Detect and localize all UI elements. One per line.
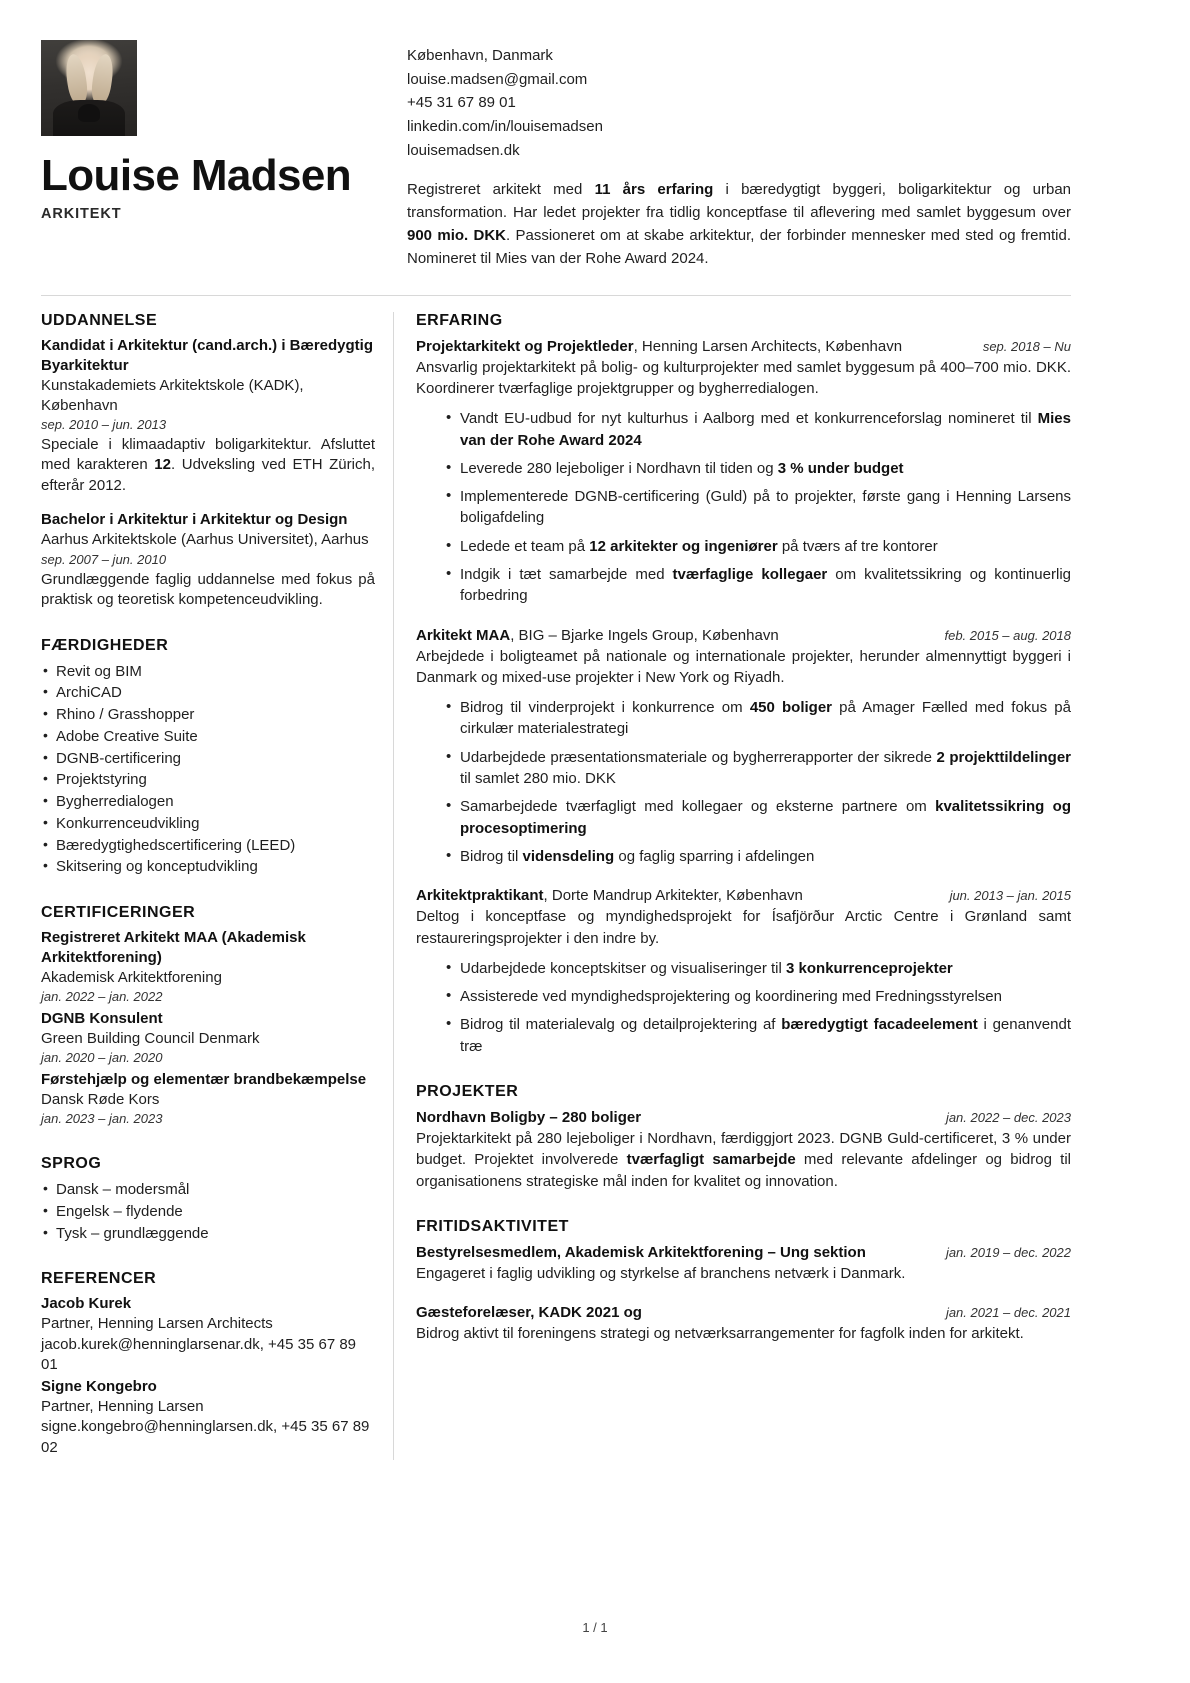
languages-list [41,1179,375,1244]
list-item: • Konkurrenceudvikling [41,813,375,835]
experience-date: sep. 2018 – Nu [982,338,1071,354]
list-item: • Tysk – grundlæggende [41,1223,375,1245]
bullet-item: • Udarbejdede præsentationsmateriale og bygherrerapporter der sikrede 2 projekttildelinger til samlet 280 mio. DKK [446,747,1071,790]
activity-item [416,1242,1071,1284]
bullet-item: • Implementerede DGNB-certificering (Guld) på to projekter, første gang i Henning Larsens boligafdeling [446,486,1071,529]
activity-title: Bestyrelsesmedlem, Akademisk Arkitektforening – Ung sektion [416,1243,866,1261]
certification-item [41,1009,375,1068]
page-footer: 1 / 1 [582,1620,608,1635]
list-item: • Skitsering og konceptudvikling [41,856,375,878]
list-item: • ArchiCAD [41,682,375,704]
bullet-item: • Bidrog til materialevalg og detailprojektering af bæredygtigt facadeelement i genanvendt træ [446,1014,1071,1057]
spacer [41,498,375,510]
photo-hair-right [90,53,116,105]
education-title: Bachelor i Arkitektur i Arkitektur og Design [41,511,348,529]
bullet-item: • Bidrog til vidensdeling og faglig sparring i afdelingen [446,846,1071,867]
list-item: • Projektstyring [41,769,375,791]
experience-bullets [416,408,1071,606]
list-item: • Adobe Creative Suite [41,726,375,748]
certification-date: jan. 2023 – jan. 2023 [41,1111,163,1127]
list-item: • Bæredygtighedscertificering (LEED) [41,835,375,857]
experience-description: Deltog i konceptfase og myndighedsprojekt for Ísafjörður Arctic Centre i Grønland samt restaureringsprojekter i den indre by. [416,908,1071,947]
contact-location: København, Danmark [407,47,553,64]
section-heading-experience: ERFARING [416,311,503,329]
bullet-item: • Leverede 280 lejeboliger i Nordhavn til tiden og 3 % under budget [446,458,1071,479]
reference-position: Partner, Henning Larsen Architects [41,1315,273,1333]
section-heading-skills: FÆRDIGHEDER [41,636,169,654]
section-heading-activities: FRITIDSAKTIVITET [416,1217,569,1235]
photo-collar [78,104,100,122]
activity-header-row [416,1302,1071,1323]
header-contact-block [393,40,1071,271]
contact-email[interactable]: louise.madsen@gmail.com [407,70,588,88]
experience-item [416,885,1071,1057]
activity-date: jan. 2021 – dec. 2021 [945,1305,1071,1321]
activity-date: jan. 2019 – dec. 2022 [945,1244,1071,1260]
list-item: • Bygherredialogen [41,791,375,813]
section-heading-references: REFERENCER [41,1270,157,1288]
cv-header [41,40,1071,271]
contact-linkedin[interactable]: linkedin.com/in/louisemadsen [407,118,603,136]
certification-date: jan. 2022 – jan. 2022 [41,989,163,1005]
list-item: • Rhino / Grasshopper [41,704,375,726]
education-title: Kandidat i Arkitektur (cand.arch.) i Bæredygtig Byarkitektur [41,336,373,374]
certification-item [41,928,375,1007]
experience-title: Arkitektpraktikant, Dorte Mandrup Arkitekter, København [416,887,803,905]
experience-header-row [416,885,1071,906]
experience-date: jun. 2013 – jan. 2015 [949,888,1071,904]
activity-title: Gæsteforelæser, KADK 2021 og [416,1304,642,1322]
skills-list [41,661,375,879]
candidate-role: ARKITEKT [41,205,122,222]
education-date: sep. 2007 – jun. 2010 [41,551,167,567]
activity-header-row [416,1242,1071,1263]
project-title: Nordhavn Boligby – 280 boliger [416,1109,642,1127]
list-item: • Dansk – modersmål [41,1179,375,1201]
education-description: Grundlæggende faglig uddannelse med fokus på praktisk og teoretisk kompetenceudvikling. [41,570,375,609]
reference-item [41,1377,375,1458]
bullet-item: • Samarbejdede tværfagligt med kollegaer og eksterne partnere om kvalitetssikring og procesoptimering [446,796,1071,839]
certification-title: Registreret Arkitekt MAA (Akademisk Arkitektforening) [41,929,306,967]
project-date: jan. 2022 – dec. 2023 [945,1110,1071,1126]
bullet-item: • Vandt EU-udbud for nyt kulturhus i Aalborg med et konkurrenceforslag nomineret til Mies van der Rohe Award 2024 [446,408,1071,451]
bullet-item: • Ledede et team på 12 arkitekter og ingeniører på tværs af tre kontorer [446,536,1071,557]
bullet-item: • Indgik i tæt samarbejde med tværfaglige kollegaer om kvalitetssikring og kontinuerlig forbedring [446,564,1071,607]
cv-body [41,312,1071,1460]
experience-header-row [416,336,1071,357]
activity-description: Bidrog aktivt til foreningens strategi og netværksarrangementer for fagfolk inden for arkitekt. [416,1325,1024,1343]
bullet-item: • Udarbejdede konceptskitser og visualiseringer til 3 konkurrenceprojekter [446,958,1071,979]
contact-list [407,44,1071,162]
experience-title: Projektarkitekt og Projektleder, Henning Larsen Architects, København [416,337,903,355]
activity-description: Engageret i faglig udvikling og styrkelse af branchens netværk i Danmark. [416,1264,906,1282]
certification-title: DGNB Konsulent [41,1010,163,1028]
project-description: Projektarkitekt på 280 lejeboliger i Nordhavn, færdiggjort 2023. DGNB Guld-certificeret, 3 % under budget. Projektet involverede tværfagligt samarbejde med relevante afdelinger og bidrog til organisationens strategiske mål inden for kvalitet og innovation. [416,1130,1071,1190]
project-item [416,1107,1071,1192]
project-header-row [416,1107,1071,1128]
contact-website[interactable]: louisemadsen.dk [407,141,520,159]
list-item: • Engelsk – flydende [41,1201,375,1223]
experience-item [416,625,1071,868]
experience-bullets [416,958,1071,1057]
education-item [41,510,375,610]
bullet-item: • Bidrog til vinderprojekt i konkurrence om 450 boliger på Amager Fælled med fokus på cirkulær materialestrategi [446,697,1071,740]
certification-title: Førstehjælp og elementær brandbekæmpelse [41,1071,367,1089]
profile-photo [41,40,137,136]
reference-contact: jacob.kurek@henninglarsenar.dk, +45 35 67 89 01 [41,1335,357,1373]
certification-issuer: Dansk Røde Kors [41,1091,160,1109]
experience-bullets [416,697,1071,867]
contact-phone: +45 31 67 89 01 [407,94,516,112]
education-school: Aarhus Arkitektskole (Aarhus Universitet), Aarhus [41,531,369,549]
candidate-name: Louise Madsen [41,151,352,200]
certification-item [41,1070,375,1129]
education-school: Kunstakademiets Arkitektskole (KADK), København [41,376,304,414]
experience-title: Arkitekt MAA, BIG – Bjarke Ingels Group, København [416,626,779,644]
section-heading-projects: PROJEKTER [416,1083,519,1101]
experience-item [416,336,1071,607]
certification-issuer: Green Building Council Denmark [41,1030,260,1048]
list-item: • DGNB-certificering [41,748,375,770]
experience-header-row [416,625,1071,646]
experience-description: Arbejdede i boligteamet på nationale og internationale projekter, herunder almennyttigt byggeri i Danmark og mixed-use projekter i New York og Riyadh. [416,647,1071,686]
activity-item [416,1302,1071,1344]
education-date: sep. 2010 – jun. 2013 [41,417,167,432]
reference-position: Partner, Henning Larsen [41,1398,204,1416]
certification-date: jan. 2020 – jan. 2020 [41,1050,163,1066]
list-item: • Revit og BIM [41,661,375,683]
reference-name: Signe Kongebro [41,1378,157,1396]
reference-contact: signe.kongebro@henninglarsen.dk, +45 35 67 89 02 [41,1418,370,1456]
profile-summary: Registreret arkitekt med 11 års erfaring i bæredygtigt byggeri, boligarkitektur og urban transformation. Har ledet projekter fra tidlig konceptfase til aflevering med samlet byggesum over 900 mio. DKK. Passioneret om at skabe arkitektur, der forbinder mennesker med sted og fremtid. Nomineret til Mies van der Rohe Award 2024. [407,181,1072,267]
section-heading-certifications: CERTIFICERINGER [41,904,196,922]
section-heading-languages: SPROG [41,1155,102,1173]
header-divider [41,295,1071,296]
photo-hair-left [64,53,90,105]
section-heading-education: UDDANNELSE [41,311,158,329]
header-identity-block [41,40,393,222]
experience-description: Ansvarlig projektarkitekt på bolig- og kulturprojekter med samlet byggesum på 400–700 mio. DKK. Koordinerer tværfaglige projektgrupper og bygherredialogen. [416,358,1071,397]
bullet-item: • Assisterede ved myndighedsprojektering og koordinering med Fredningsstyrelsen [446,986,1071,1007]
experience-date: feb. 2015 – aug. 2018 [944,627,1071,643]
reference-name: Jacob Kurek [41,1295,132,1313]
education-item [41,336,375,497]
sidebar-column [41,312,393,1460]
certification-issuer: Akademisk Arkitektforening [41,968,222,986]
reference-item [41,1294,375,1375]
main-column [393,312,1071,1460]
education-description: Speciale i klimaadaptiv boligarkitektur. Afsluttet med karakteren 12. Udveksling ved ETH Zürich, efterår 2012. [41,435,375,494]
